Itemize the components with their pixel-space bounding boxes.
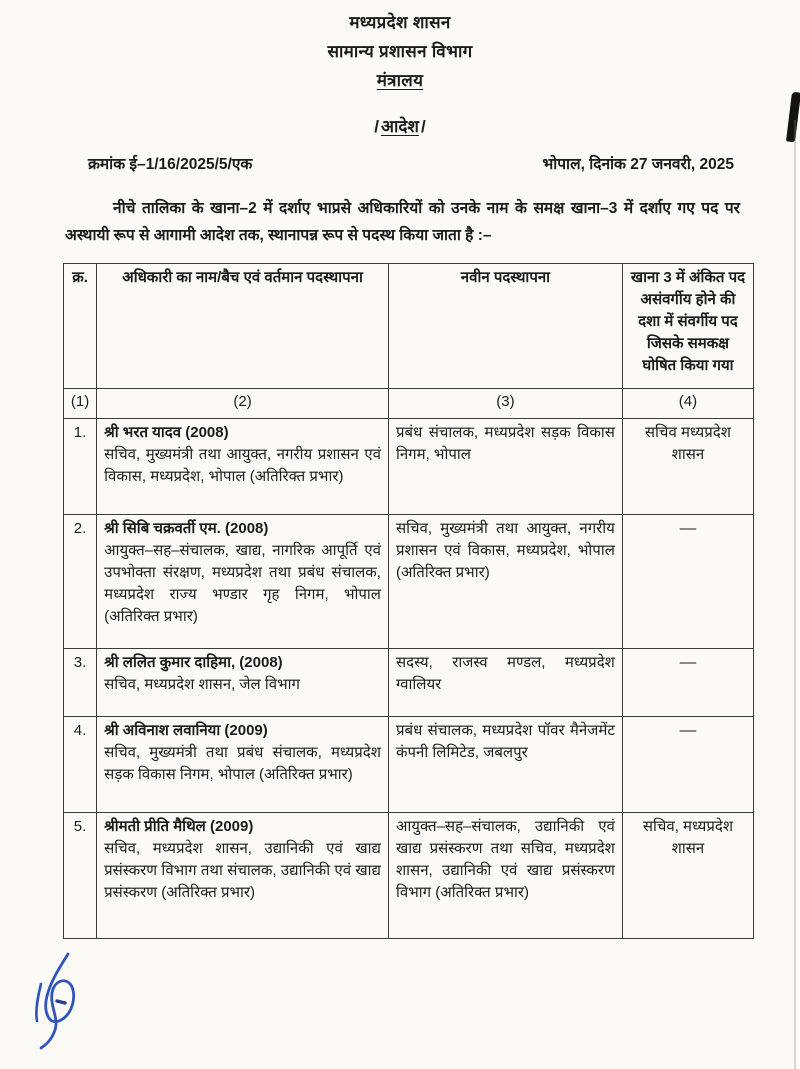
row-serial: 4.	[64, 717, 97, 813]
new-posting: सदस्य, राजस्व मण्डल, मध्यप्रदेश ग्वालियर	[388, 649, 622, 717]
table-header-row	[64, 264, 754, 389]
govt-title: मध्यप्रदेश शासन	[349, 13, 451, 32]
current-posting: आयुक्त–सह–संचालक, खाद्य, नागरिक आपूर्ति एवं उपभोक्ता संरक्षण, मध्यप्रदेश तथा प्रबंध संचालक, मध्यप्रदेश राज्य भण्डार गृह निगम, भोपाल (अतिरिक्त प्रभार)	[104, 542, 381, 625]
page-edge-shadow	[794, 120, 796, 1069]
column-number-3: (3)	[388, 389, 622, 419]
current-posting: सचिव, मुख्यमंत्री तथा आयुक्त, नगरीय प्रशासन एवं विकास, मध्यप्रदेश, भोपाल (अतिरिक्त प्रभार)	[104, 446, 381, 485]
ministry-title: मंत्रालय	[376, 71, 424, 90]
column-number-2: (2)	[97, 389, 389, 419]
officer-name: श्री अविनाश लवानिया (2009)	[104, 722, 268, 739]
header-equivalent-post: खाना 3 में अंकित पद असंवर्गीय होने की दशा में संवर्गीय पद जिसके समकक्ष घोषित किया गया	[622, 264, 753, 389]
officer-name: श्री भरत यादव (2008)	[104, 424, 229, 441]
row-serial: 5.	[64, 813, 97, 939]
signature-scribble-icon	[24, 948, 86, 1050]
officer-name: श्री ललित कुमार दाहिमा, (2008)	[104, 654, 283, 671]
column-number-1: (1)	[64, 389, 97, 419]
new-posting: आयुक्त–सह–संचालक, उद्यानिकी एवं खाद्य प्रसंस्करण तथा सचिव, मध्यप्रदेश शासन, उद्यानिकी एवं खाद्य प्रसंस्करण विभाग (अतिरिक्त प्रभार)	[388, 813, 622, 939]
posting-order-table	[63, 263, 754, 939]
order-heading	[0, 114, 800, 137]
new-posting: सचिव, मुख्यमंत्री तथा आयुक्त, नगरीय प्रशासन एवं विकास, मध्यप्रदेश, भोपाल (अतिरिक्त प्रभार)	[388, 515, 622, 649]
officer-cell	[97, 649, 389, 717]
current-posting: सचिव, मध्यप्रदेश शासन, जेल विभाग	[104, 676, 300, 693]
officer-name: श्री सिबि चक्रवर्ती एम. (2008)	[104, 520, 269, 537]
table-row	[64, 649, 754, 717]
row-serial: 2.	[64, 515, 97, 649]
header-officer-name: अधिकारी का नाम/बैच एवं वर्तमान पदस्थापना	[97, 264, 389, 389]
new-posting: प्रबंध संचालक, मध्यप्रदेश सड़क विकास निगम, भोपाल	[388, 419, 622, 515]
column-number-4: (4)	[622, 389, 753, 419]
row-serial: 3.	[64, 649, 97, 717]
reference-number: क्रमांक ई–1/16/2025/5/एक	[88, 156, 253, 173]
row-serial: 1.	[64, 419, 97, 515]
equivalent-post: सचिव, मध्यप्रदेश शासन	[622, 813, 753, 939]
officer-cell	[97, 515, 389, 649]
officer-cell	[97, 717, 389, 813]
table-row	[64, 717, 754, 813]
equivalent-post: सचिव मध्यप्रदेश शासन	[622, 419, 753, 515]
header-serial: क्र.	[64, 264, 97, 389]
order-slash-left: /	[374, 117, 380, 136]
table-row	[64, 813, 754, 939]
header-new-posting: नवीन पदस्थापना	[388, 264, 622, 389]
order-slash-right: /	[420, 117, 426, 136]
column-number-row	[64, 389, 754, 419]
current-posting: सचिव, मुख्यमंत्री तथा प्रबंध संचालक, मध्यप्रदेश सड़क विकास निगम, भोपाल (अतिरिक्त प्रभार)	[104, 744, 381, 783]
current-posting: सचिव, मध्यप्रदेश शासन, उद्यानिकी एवं खाद्य प्रसंस्करण विभाग तथा संचालक, उद्यानिकी एवं खाद्य प्रसंस्करण (अतिरिक्त प्रभार)	[104, 840, 381, 901]
equivalent-post: ––	[622, 515, 753, 649]
reference-row	[88, 152, 734, 174]
officer-cell	[97, 419, 389, 515]
officer-cell	[97, 813, 389, 939]
new-posting: प्रबंध संचालक, मध्यप्रदेश पॉवर मैनेजमेंट कंपनी लिमिटेड, जबलपुर	[388, 717, 622, 813]
place-and-date: भोपाल, दिनांक 27 जनवरी, 2025	[542, 156, 734, 173]
document-header	[0, 0, 800, 137]
intro-paragraph: नीचे तालिका के खाना–2 में दर्शाए भाप्रसे अधिकारियों को उनके नाम के समक्ष खाना–3 में दर्शाए गए पद पर अस्थायी रूप से आगामी आदेश तक, स्थानापन्न रूप से पदस्थ किया जाता है :–	[65, 200, 740, 244]
department-title: सामान्य प्रशासन विभाग	[327, 42, 473, 61]
table-row	[64, 515, 754, 649]
order-word: आदेश	[381, 117, 419, 136]
equivalent-post: ––	[622, 649, 753, 717]
officer-name: श्रीमती प्रीति मैथिल (2009)	[104, 818, 254, 835]
table-row	[64, 419, 754, 515]
equivalent-post: ––	[622, 717, 753, 813]
